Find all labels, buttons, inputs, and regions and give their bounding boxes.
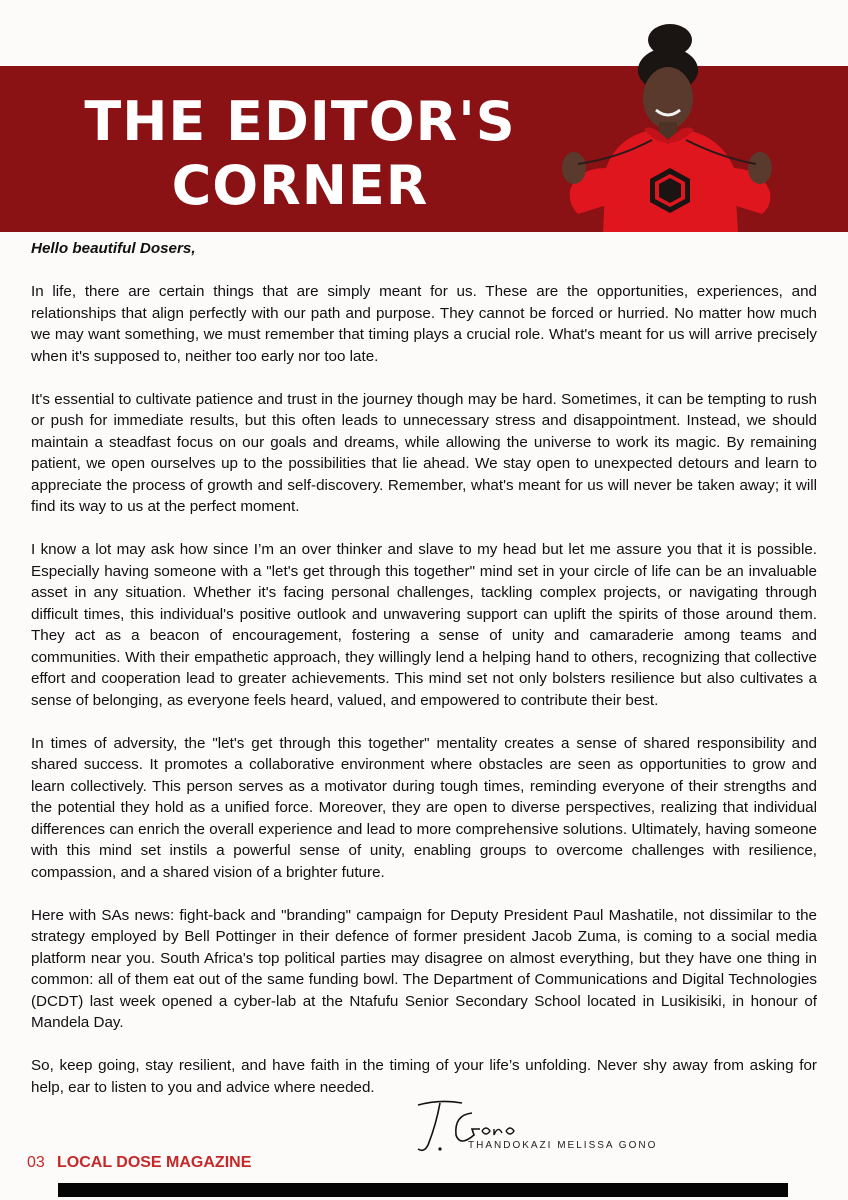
article-body: [31, 238, 817, 1120]
greeting: Hello beautiful Dosers,: [31, 240, 196, 257]
paragraph-6: So, keep going, stay resilient, and have faith in the timing of your life’s unfolding. Never shy away from asking for help, ear to listen to you and advice where needed.: [31, 1057, 817, 1096]
magazine-name: LOCAL DOSE MAGAZINE: [57, 1154, 252, 1171]
page-number: 03: [27, 1154, 45, 1171]
title-line-2: CORNER: [171, 154, 429, 217]
paragraph-2: It's essential to cultivate patience and trust in the journey though may be hard. Sometimes, it can be tempting to rush or push for immediate results, but this often leads to unnecessary stress and disappointment. Instead, we should maintain a steadfast focus on our goals and dreams, while allowing the universe to work its magic. By remaining patient, we open ourselves up to the possibilities that lie ahead. We stay open to unexpected detours and learn to appreciate the process of growth and self-discovery. Remember, what's meant for us will never be taken away; it will find its way to us at the perfect moment.: [31, 390, 817, 515]
editor-name: THANDOKAZI MELISSA GONO: [468, 1140, 658, 1151]
paragraph-1: In life, there are certain things that are simply meant for us. These are the opportunities, experiences, and relationships that align perfectly with our path and purpose. They cannot be forced or hurried. No matter how much we may want something, we must remember that timing plays a crucial role. What's meant for us will arrive precisely when it's supposed to, neither too early nor too late.: [31, 283, 817, 365]
editor-portrait: [548, 18, 778, 232]
title-line-1: THE EDITOR'S: [84, 90, 516, 153]
paragraph-4: In times of adversity, the "let's get through this together" mentality creates a sense of shared responsibility and shared success. It promotes a collaborative environment where obstacles are seen as opportunities to grow and learn collectively. This person serves as a motivator during tough times, reminding everyone of their strengths and the potential they hold as a unified force. Moreover, they are open to diverse perspectives, realizing that individual differences can enrich the overall experience and lead to more comprehensive solutions. Ultimately, having someone with this mind set instils a powerful sense of unity, enabling groups to overcome challenges with resilience, compassion, and a shared vision of a brighter future.: [31, 734, 817, 881]
page-title: [80, 90, 520, 218]
bottom-bar: [58, 1183, 788, 1197]
paragraph-3: I know a lot may ask how since I’m an over thinker and slave to my head but let me assure you that it is possible. Especially having someone with a "let's get through this together" mind set in your circle of life can be an invaluable asset in any situation. Whether it's facing personal challenges, tackling complex projects, or navigating through difficult times, this individual's positive outlook and unwavering support can uplift the spirits of those around them. They act as a beacon of encouragement, fostering a sense of unity and camaraderie among teams and communities. With their empathetic approach, they willingly lend a helping hand to others, recognizing that collective effort and cooperation lead to greater achievements. This mind set not only bolsters resilience but also cultivates a sense of belonging, as everyone feels heard, valued, and empowered to contribute their best.: [31, 541, 817, 709]
paragraph-5: Here with SAs news: fight-back and "branding" campaign for Deputy President Paul Mashatile, not dissimilar to the strategy employed by Bell Pottinger in their defence of former president Jacob Zuma, is coming to a social media platform near you. South Africa's top political parties may disagree on almost everything, but they have one thing in common: all of them eat out of the same funding bowl. The Department of Communications and Digital Technologies (DCDT) last week opened a cyber-lab at the Ntafufu Senior Secondary School located in Lusikisiki, in honour of Mandela Day.: [31, 906, 817, 1031]
